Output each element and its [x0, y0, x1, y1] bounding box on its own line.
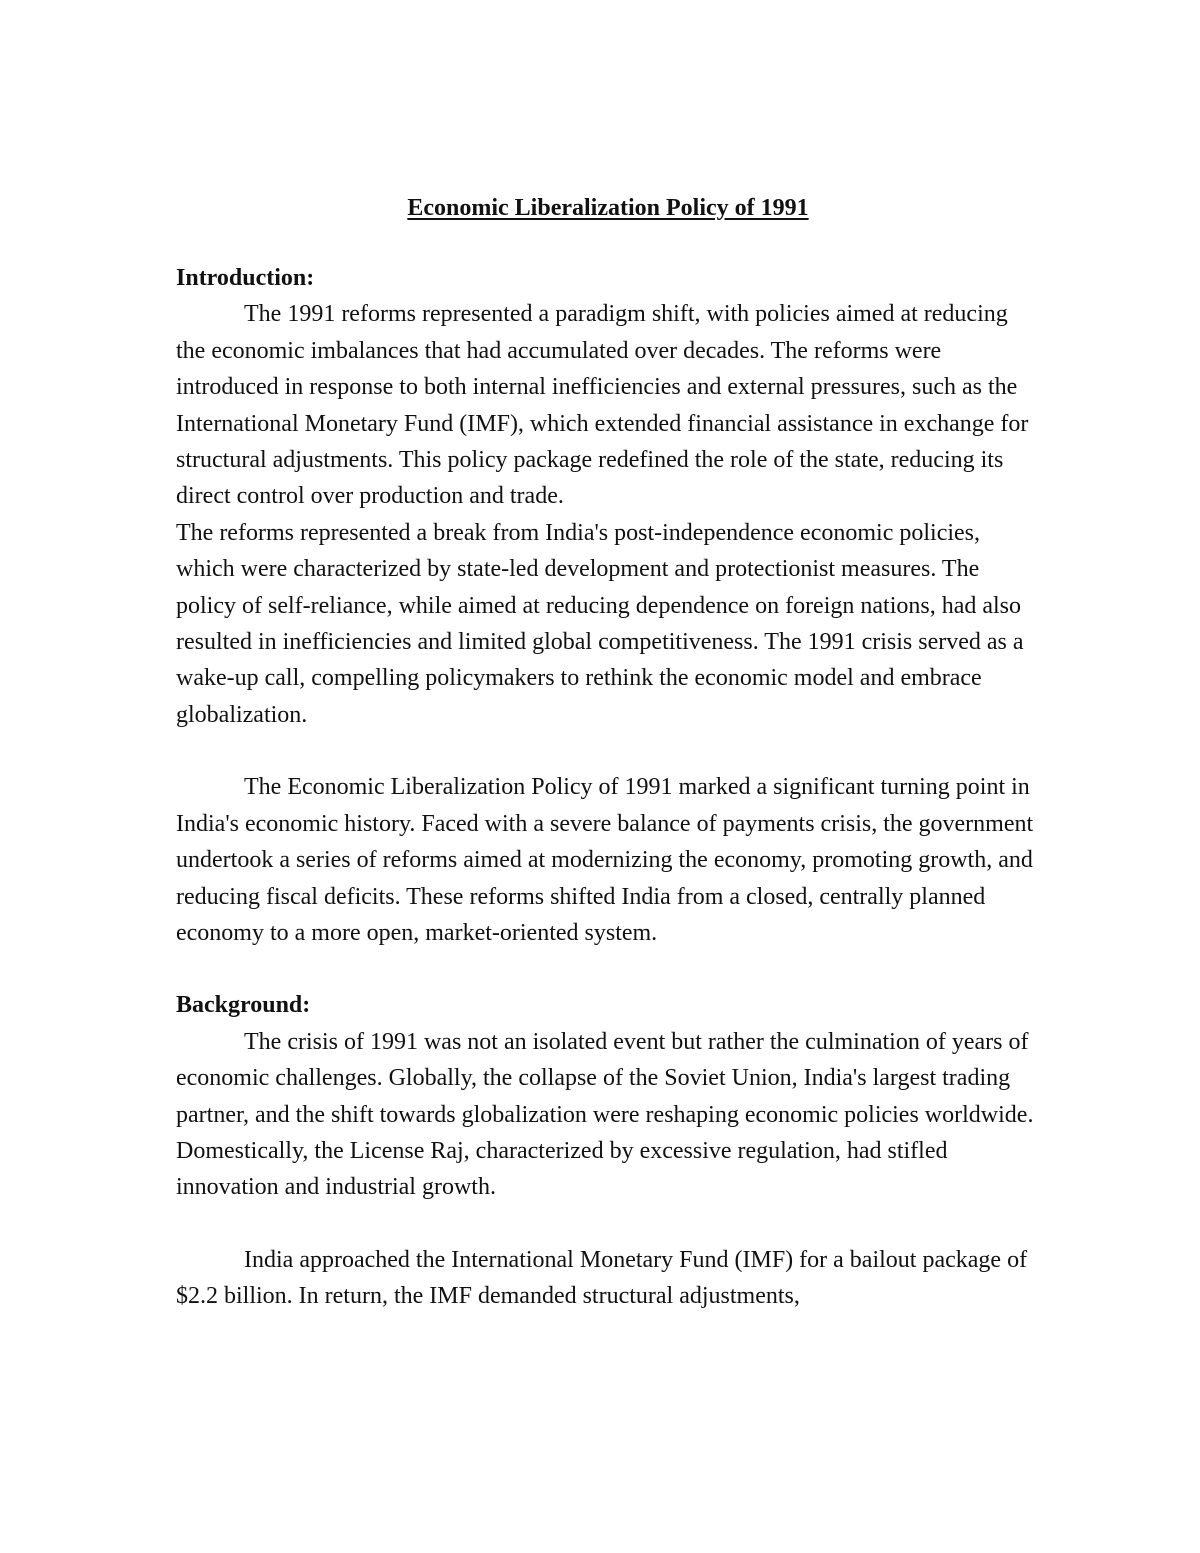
background-heading: Background:: [176, 992, 311, 1019]
background-paragraph-1: The crisis of 1991 was not an isolated event but rather the culmination of years of economic challenges. Globally, the collapse of the Soviet Union, India's largest trading partner, and the shift towards globalization were reshaping economic policies worldwide. Domestically, the License Raj, characterized by excessive regulation, had stifled innovation and industrial growth.: [176, 1028, 1034, 1201]
introduction-paragraph-1: The 1991 reforms represented a paradigm shift, with policies aimed at reducing the economic imbalances that had accumulated over decades. The reforms were introduced in response to both internal inefficiencies and external pressures, such as the International Monetary Fund (IMF), which extended financial assistance in exchange for structural adjustments. This policy package redefined the role of the state, reducing its direct control over production and trade.: [176, 301, 1029, 510]
background-section: [176, 987, 1036, 1314]
background-paragraph-2: India approached the International Monetary Fund (IMF) for a bailout package of $2.2 billion. In return, the IMF demanded structural adjustments,: [176, 1246, 1028, 1310]
introduction-section: [176, 260, 1036, 951]
introduction-paragraph-2: The reforms represented a break from India's post-independence economic policies, which were characterized by state-led development and protectionist measures. The policy of self-reliance, while aimed at reducing dependence on foreign nations, had also resulted in inefficiencies and limited global competitiveness. The 1991 crisis served as a wake-up call, compelling policymakers to rethink the economic model and embrace globalization.: [176, 519, 1024, 728]
document-title: Economic Liberalization Policy of 1991: [407, 195, 809, 221]
document-page: [176, 190, 1036, 1315]
introduction-heading: Introduction:: [176, 265, 315, 291]
introduction-paragraph-3: The Economic Liberalization Policy of 1991 marked a significant turning point in India's economic history. Faced with a severe balance of payments crisis, the government undertook a series of reforms aimed at modernizing the economy, promoting growth, and reducing fiscal deficits. These reforms shifted India from a closed, centrally planned economy to a more open, market-oriented system.: [176, 774, 1034, 946]
